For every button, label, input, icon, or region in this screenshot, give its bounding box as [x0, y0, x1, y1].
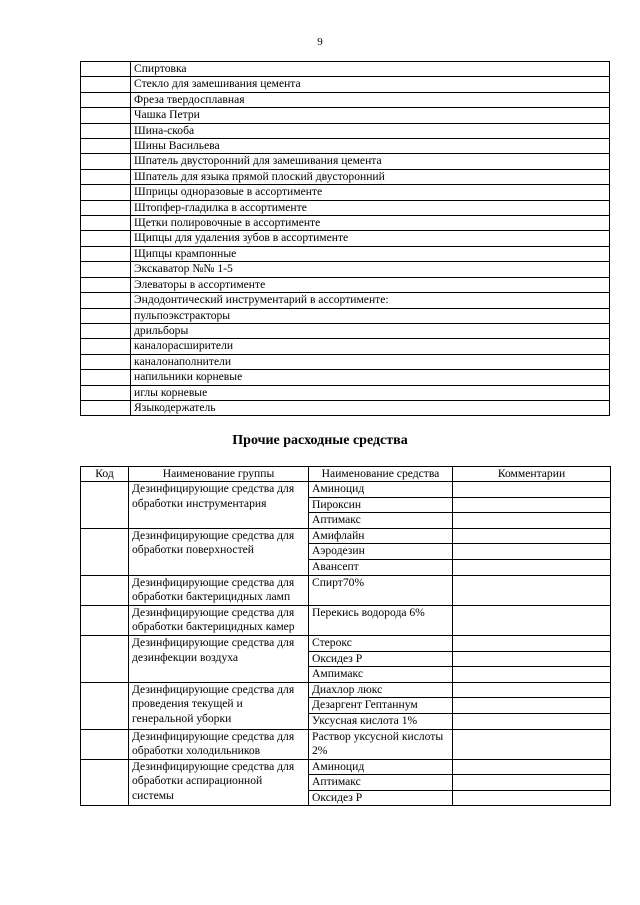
- equipment-code-cell: [81, 77, 131, 92]
- comment-cell: [453, 729, 611, 759]
- comment-cell: [453, 759, 611, 775]
- equipment-name-cell: иглы корневые: [131, 385, 610, 400]
- group-name-cell: Дезинфицирующие средства для обработки поверхностей: [129, 528, 309, 575]
- equipment-code-cell: [81, 92, 131, 107]
- group-code-cell: [81, 635, 129, 682]
- agent-name-cell: Аптимакс: [309, 775, 453, 791]
- section-title: Прочие расходные средства: [232, 433, 408, 448]
- equipment-row: [81, 92, 610, 107]
- equipment-name-cell: Эндодонтический инструментарий в ассортименте:: [131, 293, 610, 308]
- equipment-code-cell: [81, 123, 131, 138]
- equipment-row: [81, 77, 610, 92]
- equipment-code-cell: [81, 293, 131, 308]
- comment-cell: [453, 528, 611, 544]
- group-code-cell: [81, 605, 129, 635]
- equipment-name-cell: Шины Васильева: [131, 139, 610, 154]
- agent-name-cell: Диахлор люкс: [309, 682, 453, 698]
- consumables-row: [81, 759, 611, 775]
- equipment-name-cell: каналорасширители: [131, 339, 610, 354]
- equipment-code-cell: [81, 108, 131, 123]
- equipment-code-cell: [81, 262, 131, 277]
- agent-name-cell: Дезаргент Гептаннум: [309, 698, 453, 714]
- group-name-cell: Дезинфицирующие средства для обработки бактерицидных камер: [129, 605, 309, 635]
- equipment-table: [80, 61, 610, 416]
- equipment-name-cell: каналонаполнители: [131, 354, 610, 369]
- consumables-row: [81, 729, 611, 759]
- agent-name-cell: Аминоцид: [309, 482, 453, 498]
- comment-cell: [453, 497, 611, 513]
- equipment-code-cell: [81, 385, 131, 400]
- equipment-row: [81, 231, 610, 246]
- equipment-code-cell: [81, 62, 131, 77]
- equipment-row: [81, 139, 610, 154]
- equipment-code-cell: [81, 154, 131, 169]
- equipment-row: [81, 62, 610, 77]
- consumables-row: [81, 575, 611, 605]
- equipment-row: [81, 246, 610, 261]
- agent-name-cell: Пироксин: [309, 497, 453, 513]
- equipment-name-cell: Щетки полировочные в ассортименте: [131, 216, 610, 231]
- equipment-name-cell: Фреза твердосплавная: [131, 92, 610, 107]
- equipment-name-cell: Чашка Петри: [131, 108, 610, 123]
- comment-cell: [453, 790, 611, 806]
- equipment-name-cell: Элеваторы в ассортименте: [131, 277, 610, 292]
- comment-cell: [453, 559, 611, 575]
- comment-cell: [453, 713, 611, 729]
- consumables-row: [81, 682, 611, 698]
- header-code: Код: [81, 467, 129, 482]
- comment-cell: [453, 605, 611, 635]
- comment-cell: [453, 482, 611, 498]
- group-code-cell: [81, 482, 129, 529]
- group-code-cell: [81, 575, 129, 605]
- agent-name-cell: Уксусная кислота 1%: [309, 713, 453, 729]
- group-name-cell: Дезинфицирующие средства для обработки аспирационной системы: [129, 759, 309, 806]
- agent-name-cell: Спирт70%: [309, 575, 453, 605]
- agent-name-cell: Аптимакс: [309, 513, 453, 529]
- header-group: Наименование группы: [129, 467, 309, 482]
- equipment-row: [81, 185, 610, 200]
- agent-name-cell: Амифлайн: [309, 528, 453, 544]
- agent-name-cell: Авансепт: [309, 559, 453, 575]
- comment-cell: [453, 698, 611, 714]
- consumables-row: [81, 605, 611, 635]
- agent-name-cell: Аэродезин: [309, 544, 453, 560]
- equipment-name-cell: Штопфер-гладилка в ассортименте: [131, 200, 610, 215]
- page-number: 9: [317, 36, 323, 48]
- group-code-cell: [81, 682, 129, 729]
- comment-cell: [453, 682, 611, 698]
- comment-cell: [453, 651, 611, 667]
- equipment-code-cell: [81, 339, 131, 354]
- header-agent: Наименование средства: [309, 467, 453, 482]
- equipment-row: [81, 323, 610, 338]
- equipment-code-cell: [81, 216, 131, 231]
- equipment-name-cell: Языкодержатель: [131, 400, 610, 415]
- equipment-name-cell: Шприцы одноразовые в ассортименте: [131, 185, 610, 200]
- equipment-row: [81, 354, 610, 369]
- equipment-name-cell: Шина-скоба: [131, 123, 610, 138]
- comment-cell: [453, 544, 611, 560]
- equipment-name-cell: Шпатель для языка прямой плоский двусторонний: [131, 169, 610, 184]
- equipment-code-cell: [81, 323, 131, 338]
- group-name-cell: Дезинфицирующие средства для дезинфекции воздуха: [129, 635, 309, 682]
- equipment-row: [81, 262, 610, 277]
- group-code-cell: [81, 759, 129, 806]
- equipment-row: [81, 216, 610, 231]
- equipment-name-cell: Стекло для замешивания цемента: [131, 77, 610, 92]
- agent-name-cell: Оксидез Р: [309, 790, 453, 806]
- group-name-cell: Дезинфицирующие средства для проведения текущей и генеральной уборки: [129, 682, 309, 729]
- equipment-code-cell: [81, 200, 131, 215]
- header-comment: Комментарии: [453, 467, 611, 482]
- equipment-row: [81, 200, 610, 215]
- group-name-cell: Дезинфицирующие средства для обработки бактерицидных ламп: [129, 575, 309, 605]
- equipment-name-cell: Щипцы крампонные: [131, 246, 610, 261]
- equipment-row: [81, 154, 610, 169]
- comment-cell: [453, 667, 611, 683]
- equipment-code-cell: [81, 400, 131, 415]
- group-name-cell: Дезинфицирующие средства для обработки инструментария: [129, 482, 309, 529]
- equipment-code-cell: [81, 185, 131, 200]
- comment-cell: [453, 775, 611, 791]
- agent-name-cell: Аминоцид: [309, 759, 453, 775]
- agent-name-cell: Оксидез Р: [309, 651, 453, 667]
- equipment-row: [81, 400, 610, 415]
- equipment-name-cell: Щипцы для удаления зубов в ассортименте: [131, 231, 610, 246]
- agent-name-cell: Раствор уксусной кислоты 2%: [309, 729, 453, 759]
- equipment-name-cell: Спиртовка: [131, 62, 610, 77]
- equipment-row: [81, 339, 610, 354]
- group-name-cell: Дезинфицирующие средства для обработки холодильников: [129, 729, 309, 759]
- group-code-cell: [81, 729, 129, 759]
- consumables-row: [81, 635, 611, 651]
- equipment-row: [81, 169, 610, 184]
- equipment-code-cell: [81, 354, 131, 369]
- equipment-code-cell: [81, 169, 131, 184]
- equipment-row: [81, 277, 610, 292]
- equipment-code-cell: [81, 277, 131, 292]
- equipment-name-cell: дрильборы: [131, 323, 610, 338]
- consumables-row: [81, 528, 611, 544]
- equipment-code-cell: [81, 139, 131, 154]
- consumables-row: [81, 482, 611, 498]
- equipment-row: [81, 385, 610, 400]
- equipment-name-cell: напильники корневые: [131, 370, 610, 385]
- equipment-row: [81, 123, 610, 138]
- group-code-cell: [81, 528, 129, 575]
- comment-cell: [453, 635, 611, 651]
- equipment-code-cell: [81, 308, 131, 323]
- agent-name-cell: Стерокс: [309, 635, 453, 651]
- equipment-name-cell: Экскаватор №№ 1-5: [131, 262, 610, 277]
- equipment-row: [81, 293, 610, 308]
- comment-cell: [453, 513, 611, 529]
- comment-cell: [453, 575, 611, 605]
- equipment-row: [81, 108, 610, 123]
- consumables-table: [80, 466, 611, 806]
- equipment-row: [81, 308, 610, 323]
- equipment-row: [81, 370, 610, 385]
- equipment-code-cell: [81, 370, 131, 385]
- equipment-name-cell: пульпоэкстракторы: [131, 308, 610, 323]
- agent-name-cell: Перекись водорода 6%: [309, 605, 453, 635]
- equipment-code-cell: [81, 231, 131, 246]
- equipment-name-cell: Шпатель двусторонний для замешивания цемента: [131, 154, 610, 169]
- equipment-code-cell: [81, 246, 131, 261]
- agent-name-cell: Ампимакс: [309, 667, 453, 683]
- consumables-header-row: [81, 467, 611, 482]
